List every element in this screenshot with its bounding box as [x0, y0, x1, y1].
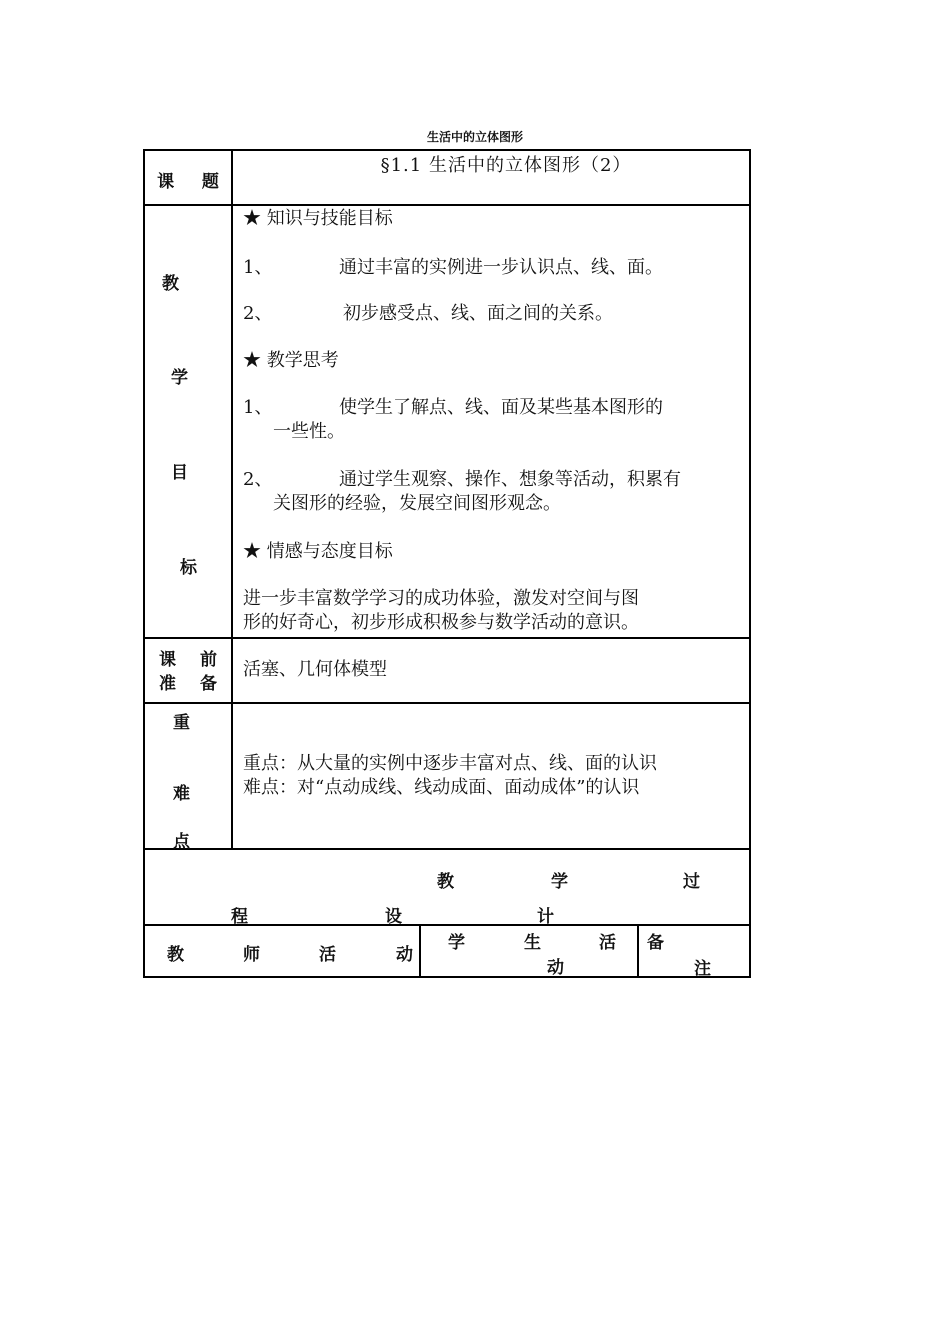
objectives-label-char: 标	[180, 558, 197, 578]
prep-materials: 活塞、几何体模型	[243, 659, 387, 680]
difficult-point: 难点：对“点动成线、线动成面、面动成体”的认识	[243, 777, 640, 798]
prep-label-char: 前	[200, 650, 217, 670]
item-number: 2、	[243, 469, 273, 490]
objective-item	[243, 396, 743, 444]
item-number: 1、	[243, 397, 273, 418]
objectives-row	[144, 205, 750, 638]
student-header-char: 活	[599, 933, 616, 953]
process-row	[144, 849, 750, 925]
process-title-char: 教	[437, 872, 454, 892]
objective-heading: ★ 情感与态度目标	[243, 541, 393, 562]
objectives-label-char: 教	[162, 274, 179, 294]
prep-label-char: 准	[159, 674, 176, 694]
prep-row	[144, 638, 750, 703]
lesson-plan-table	[143, 149, 751, 978]
prep-label-cell	[144, 638, 232, 703]
objective-item	[243, 256, 663, 280]
topic-row	[144, 150, 750, 205]
item-text: 初步感受点、线、面之间的关系。	[343, 303, 613, 324]
notes-header	[638, 925, 750, 977]
prep-label-char: 课	[159, 650, 176, 670]
objectives-label-char: 目	[171, 463, 188, 483]
process-cell	[144, 849, 750, 925]
prep-value-cell	[232, 638, 750, 703]
teacher-header-char: 师	[243, 945, 260, 965]
keypoints-label-char: 重	[173, 713, 190, 733]
process-title-char: 计	[537, 907, 554, 927]
objective-item	[243, 302, 613, 326]
notes-header-char: 备	[647, 933, 664, 953]
student-header-char: 学	[448, 933, 465, 953]
lesson-topic: §1.1 生活中的立体图形（2）	[380, 155, 632, 176]
objective-heading: ★ 知识与技能目标	[243, 208, 393, 229]
student-header-char: 生	[524, 933, 541, 953]
topic-label-cell	[144, 150, 232, 205]
process-title-char: 程	[231, 907, 248, 927]
keypoints-label-char: 难	[173, 784, 190, 804]
keypoints-content-cell	[232, 703, 750, 849]
key-point: 重点：从大量的实例中逐步丰富对点、线、面的认识	[243, 753, 657, 774]
prep-label-char: 备	[200, 674, 217, 694]
process-title-char: 设	[385, 907, 402, 927]
paragraph-line: 进一步丰富数学学习的成功体验，激发对空间与图	[243, 588, 639, 609]
teacher-header-char: 活	[319, 945, 336, 965]
item-continuation: 一些性。	[273, 421, 345, 442]
item-text: 使学生了解点、线、面及某些基本图形的	[339, 397, 663, 418]
objective-item	[243, 468, 743, 516]
item-number: 1、	[243, 257, 273, 278]
process-title-char: 学	[551, 872, 568, 892]
item-number: 2、	[243, 303, 273, 324]
topic-value-cell	[232, 150, 750, 205]
teacher-header-char: 教	[167, 945, 184, 965]
student-activity-header	[420, 925, 638, 977]
keypoints-row	[144, 703, 750, 849]
keypoints-label-char: 点	[173, 832, 190, 852]
topic-label-char: 题	[201, 172, 219, 192]
objectives-content-cell	[232, 205, 750, 638]
paragraph-line: 形的好奇心，初步形成积极参与数学活动的意识。	[243, 612, 639, 633]
objectives-label-cell	[144, 205, 232, 638]
objective-paragraph	[243, 587, 743, 635]
teacher-header-char: 动	[396, 945, 413, 965]
item-text: 通过学生观察、操作、想象等活动，积累有	[339, 469, 681, 490]
student-header-char: 动	[547, 958, 564, 978]
topic-label-char: 课	[157, 172, 175, 192]
objectives-label-char: 学	[171, 368, 188, 388]
teacher-activity-header	[144, 925, 420, 977]
page-title: 生活中的立体图形	[426, 130, 523, 144]
keypoints-label-cell	[144, 703, 232, 852]
columns-header-row	[144, 925, 750, 977]
notes-header-char: 注	[694, 959, 711, 979]
item-text: 通过丰富的实例进一步认识点、线、面。	[339, 257, 663, 278]
process-title-char: 过	[683, 872, 700, 892]
item-continuation: 关图形的经验，发展空间图形观念。	[273, 493, 561, 514]
objective-heading: ★ 教学思考	[243, 350, 339, 371]
